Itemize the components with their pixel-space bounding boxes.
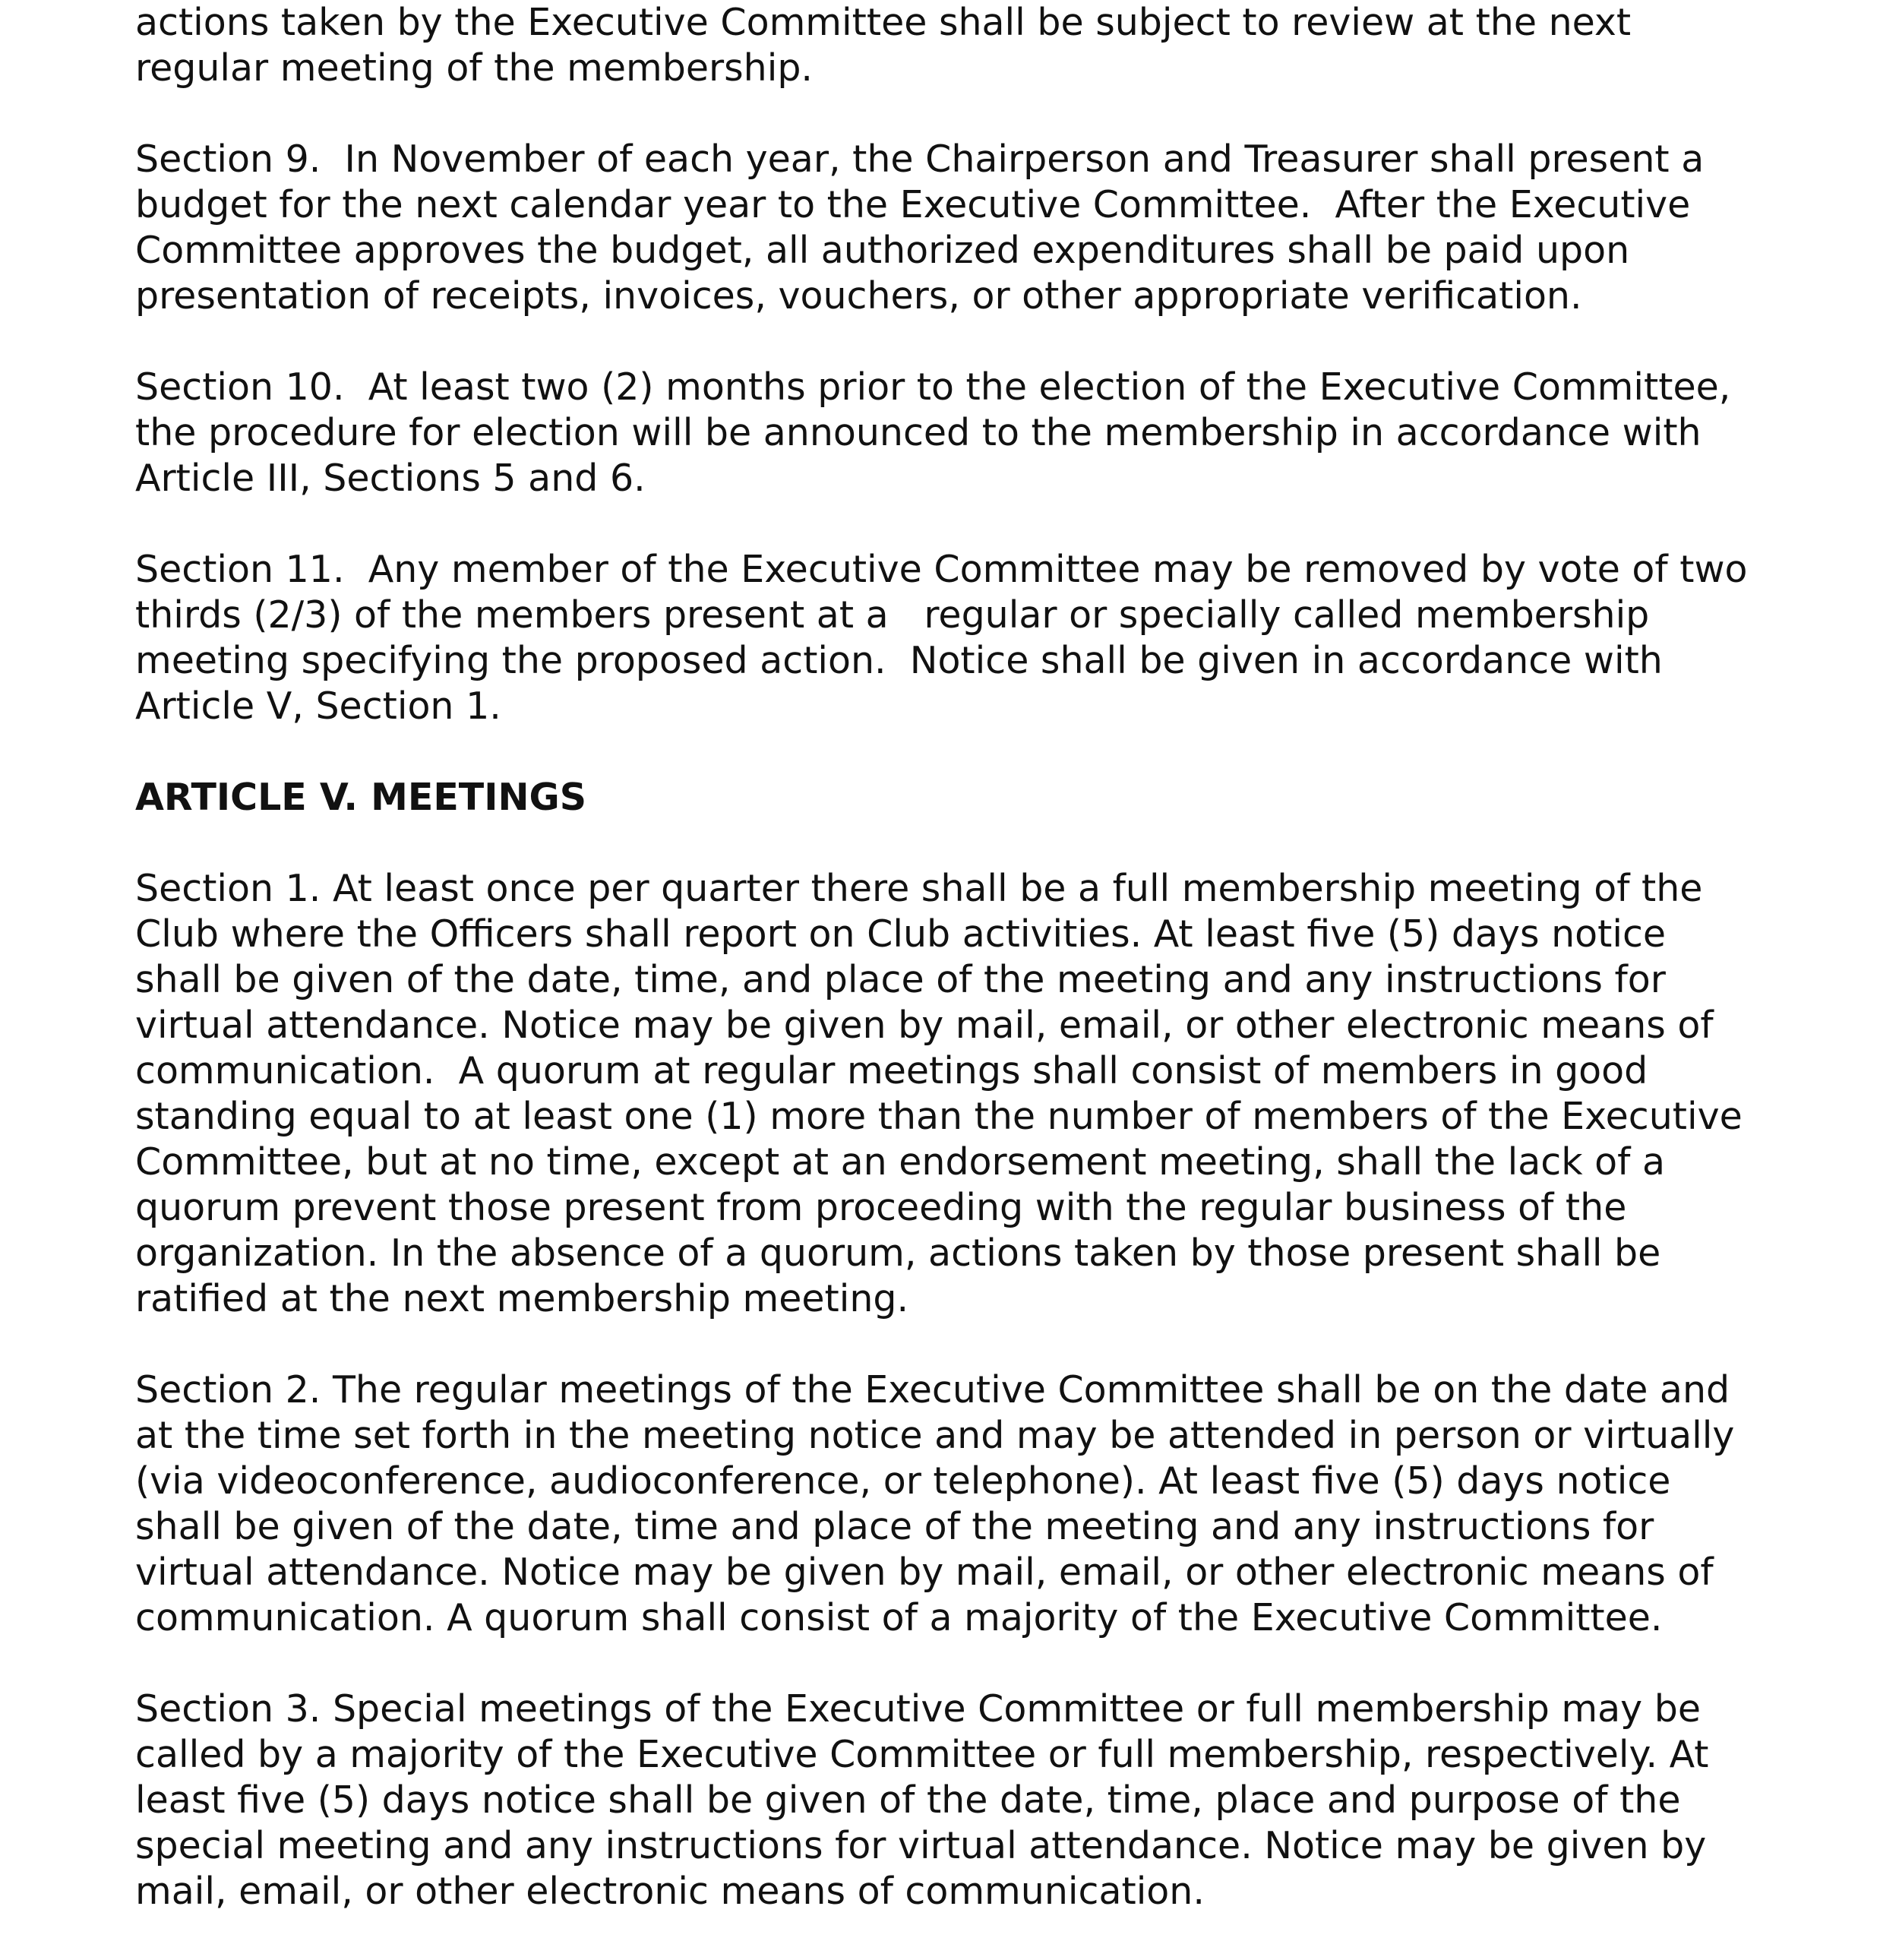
text-line: mail, email, or other electronic means of communication. [135,1870,1205,1913]
text-line: actions taken by the Executive Committee shall be subject to review at the next [135,1,1632,44]
text-line: regular meeting of the membership. [135,46,814,90]
paragraph-article5-section-2 [135,1367,1852,1641]
text-line: Article III, Sections 5 and 6. [135,457,646,500]
paragraph-section-9 [135,137,1852,319]
text-line: Club where the Officers shall report on Club activities. At least five (5) days notice [135,912,1667,956]
text-line: presentation of receipts, invoices, vouchers, or other appropriate verification. [135,274,1582,318]
text-line: the procedure for election will be announced to the membership in accordance with [135,411,1702,454]
text-line: shall be given of the date, time and place of the meeting and any instructions for [135,1505,1654,1548]
text-line: (via videoconference, audioconference, or telephone). At least five (5) days notice [135,1459,1671,1503]
text-line: Section 2. The regular meetings of the Executive Committee shall be on the date and [135,1368,1730,1412]
text-line: Committee, but at no time, except at an endorsement meeting, shall the lack of a [135,1140,1666,1184]
text-line: called by a majority of the Executive Committee or full membership, respectively. At [135,1733,1709,1776]
text-line: Article V, Section 1. [135,684,501,728]
text-line: meeting specifying the proposed action. Notice shall be given in accordance with [135,639,1663,682]
paragraph-continuation [135,0,1852,91]
text-line: organization. In the absence of a quorum, actions taken by those present shall be [135,1231,1661,1275]
paragraph-article5-section-3 [135,1687,1852,1914]
text-line: Section 9. In November of each year, the Chairperson and Treasurer shall present a [135,138,1705,181]
text-line: Section 11. Any member of the Executive Committee may be removed by vote of two [135,548,1748,591]
paragraph-section-11 [135,547,1852,729]
text-line: at the time set forth in the meeting notice and may be attended in person or virtually [135,1414,1735,1457]
document-page [135,0,1852,1960]
text-line: thirds (2/3) of the members present at a regular or specially called membership [135,593,1650,637]
text-line: communication. A quorum at regular meetings shall consist of members in good [135,1049,1648,1092]
text-line: virtual attendance. Notice may be given by mail, email, or other electronic means of [135,1004,1714,1047]
text-line: special meeting and any instructions for virtual attendance. Notice may be given by [135,1824,1707,1867]
text-line: budget for the next calendar year to the Executive Committee. After the Executive [135,183,1691,226]
text-line: communication. A quorum shall consist of a majority of the Executive Committee. [135,1596,1663,1639]
text-line: virtual attendance. Notice may be given by mail, email, or other electronic means of [135,1551,1714,1594]
text-line: shall be given of the date, time, and place of the meeting and any instructions for [135,958,1666,1001]
article-heading: ARTICLE V. MEETINGS [135,776,586,819]
text-line: Section 3. Special meetings of the Executive Committee or full membership may be [135,1687,1701,1731]
paragraph-section-10 [135,365,1852,501]
text-line: least five (5) days notice shall be given of the date, time, place and purpose of the [135,1778,1681,1822]
text-line: ratified at the next membership meeting. [135,1277,909,1320]
paragraph-article5-section-1 [135,866,1852,1322]
text-line: Section 10. At least two (2) months prior to the election of the Executive Committee, [135,365,1731,409]
text-line: Section 1. At least once per quarter there shall be a full membership meeting of the [135,867,1703,910]
text-line: quorum prevent those present from proceeding with the regular business of the [135,1186,1627,1229]
text-line: standing equal to at least one (1) more than the number of members of the Executive [135,1095,1743,1138]
text-line: Committee approves the budget, all authorized expenditures shall be paid upon [135,229,1630,272]
